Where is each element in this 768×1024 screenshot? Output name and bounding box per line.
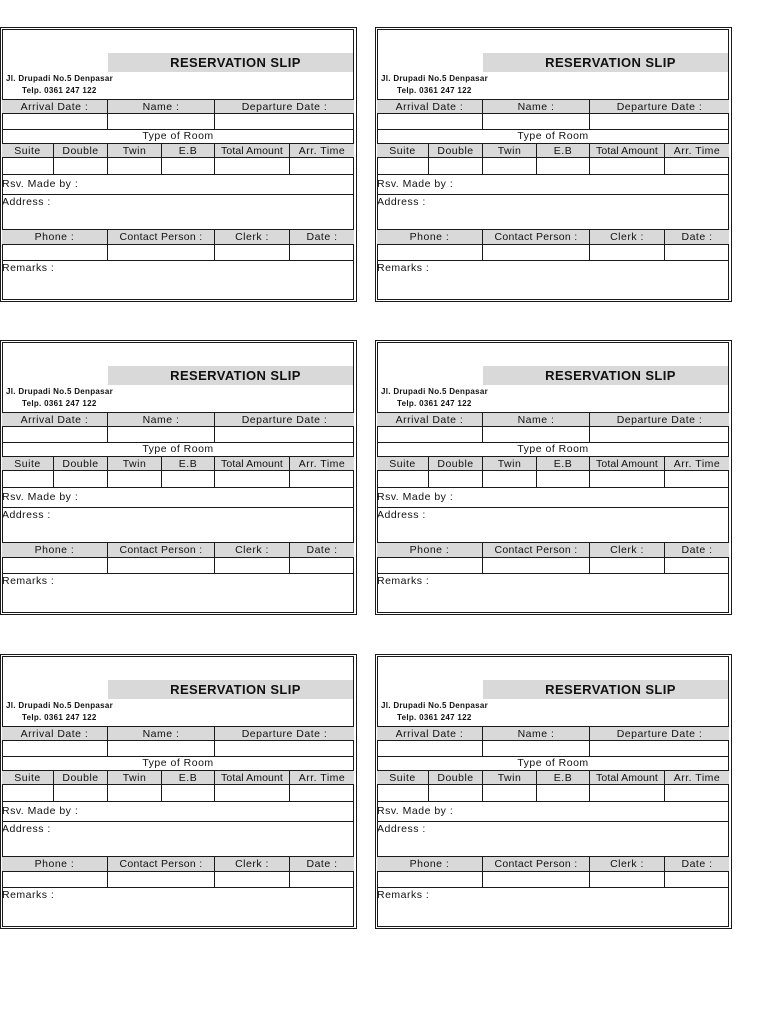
arrival-date-field xyxy=(377,114,483,129)
hotel-address: Jl. Drupadi No.5 Denpasar xyxy=(6,701,114,710)
clerk-header: Clerk : xyxy=(215,230,290,244)
suite-header: Suite xyxy=(377,771,429,784)
departure-date-header: Departure Date : xyxy=(616,413,703,426)
clerk-field xyxy=(215,245,290,260)
hotel-phone: Telp. 0361 247 122 xyxy=(22,399,97,408)
guest-header-row xyxy=(377,726,729,740)
slip-title: RESERVATION SLIP xyxy=(108,366,353,385)
slip-title: RESERVATION SLIP xyxy=(108,53,353,72)
departure-date-header: Departure Date : xyxy=(241,100,328,113)
room-type-caption: Type of Room xyxy=(517,130,589,142)
room-header-row xyxy=(377,456,729,470)
address-row xyxy=(377,507,729,542)
clerk-field xyxy=(215,872,290,887)
arr-time-header: Arr. Time xyxy=(673,144,721,157)
arrival-date-field xyxy=(377,427,483,442)
arrival-date-field xyxy=(2,114,108,129)
date-field xyxy=(665,245,729,260)
date-header: Date : xyxy=(306,231,338,243)
room-field-row xyxy=(2,157,354,174)
eb-field xyxy=(537,158,590,174)
departure-date-field xyxy=(590,114,729,129)
date-header: Date : xyxy=(681,858,713,870)
date-field xyxy=(290,245,354,260)
phone-header: Phone : xyxy=(377,543,483,557)
name-field xyxy=(108,114,215,129)
hotel-address: Jl. Drupadi No.5 Denpasar xyxy=(381,387,489,396)
address-label: Address : xyxy=(2,509,51,521)
twin-header: Twin xyxy=(108,457,162,470)
room-field-row xyxy=(377,157,729,174)
double-field xyxy=(429,471,483,487)
total-amount-header: Total Amount xyxy=(590,457,665,470)
double-field xyxy=(429,158,483,174)
name-field xyxy=(483,114,590,129)
slip-title: RESERVATION SLIP xyxy=(108,680,353,699)
double-field xyxy=(54,785,108,801)
phone-field xyxy=(2,245,108,260)
contact-header-row xyxy=(377,856,729,871)
double-header: Double xyxy=(429,771,483,784)
reserved-by-label: Rsv. Made by : xyxy=(377,178,454,190)
twin-field xyxy=(108,158,162,174)
address-label: Address : xyxy=(377,509,426,521)
suite-field xyxy=(2,158,54,174)
arr-time-header: Arr. Time xyxy=(298,144,346,157)
reserved-by-row xyxy=(377,487,729,507)
phone-header: Phone : xyxy=(2,857,108,871)
room-header-row xyxy=(377,770,729,784)
arrival-date-header: Arrival Date : xyxy=(377,413,483,426)
departure-date-field xyxy=(215,427,354,442)
suite-header: Suite xyxy=(2,144,54,157)
suite-field xyxy=(2,471,54,487)
arrival-date-header: Arrival Date : xyxy=(377,100,483,113)
room-type-caption-row xyxy=(377,442,729,456)
address-row xyxy=(2,507,354,542)
reserved-by-label: Rsv. Made by : xyxy=(2,178,79,190)
twin-field xyxy=(483,158,537,174)
total-amount-header: Total Amount xyxy=(215,457,290,470)
double-header: Double xyxy=(54,771,108,784)
room-type-caption-row xyxy=(377,756,729,770)
departure-date-header: Departure Date : xyxy=(241,727,328,740)
address-label: Address : xyxy=(2,823,51,835)
total-amount-header: Total Amount xyxy=(590,144,665,157)
arr-time-header: Arr. Time xyxy=(673,457,721,470)
eb-field xyxy=(537,785,590,801)
contact-person-field xyxy=(483,558,590,573)
total-amount-field xyxy=(590,158,665,174)
name-header: Name : xyxy=(483,727,590,740)
phone-field xyxy=(2,872,108,887)
name-field xyxy=(108,427,215,442)
remarks-label: Remarks : xyxy=(2,575,55,587)
reserved-by-row xyxy=(377,174,729,194)
reserved-by-row xyxy=(377,801,729,821)
contact-person-header: Contact Person : xyxy=(483,857,590,871)
arr-time-field xyxy=(290,785,354,801)
reservation-slip xyxy=(0,27,357,302)
suite-header: Suite xyxy=(377,144,429,157)
name-header: Name : xyxy=(108,727,215,740)
arrival-date-field xyxy=(2,427,108,442)
clerk-field xyxy=(590,872,665,887)
twin-field xyxy=(108,785,162,801)
phone-header: Phone : xyxy=(2,230,108,244)
departure-date-field xyxy=(590,741,729,756)
date-header: Date : xyxy=(681,231,713,243)
name-field xyxy=(483,427,590,442)
arrival-date-field xyxy=(377,741,483,756)
clerk-field xyxy=(590,558,665,573)
remarks-row xyxy=(377,260,729,299)
arrival-date-header: Arrival Date : xyxy=(2,727,108,740)
remarks-row xyxy=(2,260,354,299)
arr-time-header: Arr. Time xyxy=(298,771,346,784)
contact-field-row xyxy=(377,557,729,573)
eb-header: E.B xyxy=(537,771,590,784)
double-field xyxy=(54,471,108,487)
total-amount-field xyxy=(215,158,290,174)
reservation-slip xyxy=(0,654,357,929)
reserved-by-label: Rsv. Made by : xyxy=(2,805,79,817)
twin-header: Twin xyxy=(108,771,162,784)
contact-header-row xyxy=(2,856,354,871)
clerk-header: Clerk : xyxy=(590,857,665,871)
contact-field-row xyxy=(2,871,354,887)
twin-field xyxy=(483,471,537,487)
hotel-address: Jl. Drupadi No.5 Denpasar xyxy=(6,74,114,83)
departure-date-header: Departure Date : xyxy=(241,413,328,426)
guest-field-row xyxy=(2,740,354,756)
remarks-label: Remarks : xyxy=(377,889,430,901)
date-field xyxy=(665,558,729,573)
departure-date-header: Departure Date : xyxy=(616,727,703,740)
arrival-date-field xyxy=(2,741,108,756)
date-field xyxy=(290,872,354,887)
hotel-phone: Telp. 0361 247 122 xyxy=(22,86,97,95)
contact-header-row xyxy=(377,542,729,557)
contact-person-field xyxy=(108,872,215,887)
total-amount-field xyxy=(215,471,290,487)
phone-field xyxy=(377,245,483,260)
departure-date-field xyxy=(215,741,354,756)
eb-header: E.B xyxy=(537,144,590,157)
arr-time-field xyxy=(665,471,729,487)
contact-field-row xyxy=(2,244,354,260)
twin-header: Twin xyxy=(108,144,162,157)
clerk-header: Clerk : xyxy=(590,230,665,244)
clerk-header: Clerk : xyxy=(590,543,665,557)
slip-title: RESERVATION SLIP xyxy=(483,680,728,699)
contact-field-row xyxy=(2,557,354,573)
arr-time-header: Arr. Time xyxy=(673,771,721,784)
double-header: Double xyxy=(54,144,108,157)
suite-header: Suite xyxy=(2,771,54,784)
address-row xyxy=(2,821,354,856)
hotel-address: Jl. Drupadi No.5 Denpasar xyxy=(381,74,489,83)
suite-header: Suite xyxy=(2,457,54,470)
contact-field-row xyxy=(377,871,729,887)
suite-field xyxy=(377,471,429,487)
twin-field xyxy=(483,785,537,801)
hotel-address: Jl. Drupadi No.5 Denpasar xyxy=(381,701,489,710)
name-header: Name : xyxy=(108,100,215,113)
reserved-by-label: Rsv. Made by : xyxy=(2,491,79,503)
date-field xyxy=(665,872,729,887)
arr-time-field xyxy=(665,785,729,801)
guest-header-row xyxy=(2,412,354,426)
reserved-by-label: Rsv. Made by : xyxy=(377,491,454,503)
contact-header-row xyxy=(377,229,729,244)
room-type-caption: Type of Room xyxy=(142,443,214,455)
double-header: Double xyxy=(429,144,483,157)
date-field xyxy=(290,558,354,573)
reservation-slip xyxy=(0,340,357,615)
room-type-caption-row xyxy=(377,129,729,143)
address-label: Address : xyxy=(377,823,426,835)
phone-field xyxy=(377,872,483,887)
guest-header-row xyxy=(2,99,354,113)
slip-title: RESERVATION SLIP xyxy=(483,366,728,385)
name-field xyxy=(108,741,215,756)
name-header: Name : xyxy=(483,100,590,113)
room-type-caption: Type of Room xyxy=(517,757,589,769)
contact-person-field xyxy=(483,245,590,260)
room-type-caption-row xyxy=(2,442,354,456)
reserved-by-row xyxy=(2,487,354,507)
twin-header: Twin xyxy=(483,144,537,157)
reservation-slip xyxy=(375,654,732,929)
total-amount-header: Total Amount xyxy=(215,144,290,157)
clerk-field xyxy=(590,245,665,260)
contact-field-row xyxy=(377,244,729,260)
name-field xyxy=(483,741,590,756)
total-amount-header: Total Amount xyxy=(590,771,665,784)
remarks-row xyxy=(2,573,354,612)
contact-person-field xyxy=(108,245,215,260)
suite-header: Suite xyxy=(377,457,429,470)
guest-header-row xyxy=(377,412,729,426)
arr-time-header: Arr. Time xyxy=(298,457,346,470)
guest-header-row xyxy=(2,726,354,740)
total-amount-field xyxy=(590,471,665,487)
slip-title: RESERVATION SLIP xyxy=(483,53,728,72)
twin-header: Twin xyxy=(483,457,537,470)
remarks-label: Remarks : xyxy=(2,889,55,901)
double-header: Double xyxy=(429,457,483,470)
eb-header: E.B xyxy=(162,457,215,470)
contact-person-field xyxy=(483,872,590,887)
date-header: Date : xyxy=(306,858,338,870)
double-field xyxy=(429,785,483,801)
hotel-address: Jl. Drupadi No.5 Denpasar xyxy=(6,387,114,396)
suite-field xyxy=(2,785,54,801)
reserved-by-label: Rsv. Made by : xyxy=(377,805,454,817)
room-type-caption-row xyxy=(2,756,354,770)
phone-field xyxy=(377,558,483,573)
phone-header: Phone : xyxy=(377,230,483,244)
room-field-row xyxy=(2,470,354,487)
address-label: Address : xyxy=(377,196,426,208)
double-field xyxy=(54,158,108,174)
clerk-field xyxy=(215,558,290,573)
hotel-phone: Telp. 0361 247 122 xyxy=(397,713,472,722)
contact-person-field xyxy=(108,558,215,573)
phone-header: Phone : xyxy=(377,857,483,871)
phone-header: Phone : xyxy=(2,543,108,557)
room-header-row xyxy=(2,143,354,157)
name-header: Name : xyxy=(108,413,215,426)
eb-field xyxy=(162,471,215,487)
reservation-slip xyxy=(375,27,732,302)
total-amount-field xyxy=(590,785,665,801)
arr-time-field xyxy=(665,158,729,174)
address-row xyxy=(377,821,729,856)
contact-person-header: Contact Person : xyxy=(108,230,215,244)
remarks-row xyxy=(377,573,729,612)
address-row xyxy=(377,194,729,229)
double-header: Double xyxy=(54,457,108,470)
arr-time-field xyxy=(290,158,354,174)
departure-date-field xyxy=(590,427,729,442)
remarks-row xyxy=(2,887,354,926)
room-type-caption: Type of Room xyxy=(142,130,214,142)
address-row xyxy=(2,194,354,229)
reservation-slip xyxy=(375,340,732,615)
remarks-label: Remarks : xyxy=(2,262,55,274)
eb-header: E.B xyxy=(537,457,590,470)
guest-field-row xyxy=(377,740,729,756)
contact-person-header: Contact Person : xyxy=(108,543,215,557)
room-field-row xyxy=(2,784,354,801)
room-type-caption: Type of Room xyxy=(517,443,589,455)
total-amount-header: Total Amount xyxy=(215,771,290,784)
hotel-phone: Telp. 0361 247 122 xyxy=(22,713,97,722)
guest-field-row xyxy=(377,426,729,442)
reserved-by-row xyxy=(2,174,354,194)
hotel-phone: Telp. 0361 247 122 xyxy=(397,86,472,95)
arrival-date-header: Arrival Date : xyxy=(2,413,108,426)
phone-field xyxy=(2,558,108,573)
eb-header: E.B xyxy=(162,144,215,157)
twin-header: Twin xyxy=(483,771,537,784)
contact-header-row xyxy=(2,229,354,244)
suite-field xyxy=(377,785,429,801)
arr-time-field xyxy=(290,471,354,487)
room-header-row xyxy=(2,770,354,784)
guest-field-row xyxy=(377,113,729,129)
total-amount-field xyxy=(215,785,290,801)
contact-person-header: Contact Person : xyxy=(483,230,590,244)
twin-field xyxy=(108,471,162,487)
remarks-label: Remarks : xyxy=(377,262,430,274)
eb-field xyxy=(162,158,215,174)
room-field-row xyxy=(377,470,729,487)
guest-field-row xyxy=(2,426,354,442)
departure-date-header: Departure Date : xyxy=(616,100,703,113)
arrival-date-header: Arrival Date : xyxy=(2,100,108,113)
room-header-row xyxy=(377,143,729,157)
hotel-phone: Telp. 0361 247 122 xyxy=(397,399,472,408)
room-type-caption: Type of Room xyxy=(142,757,214,769)
clerk-header: Clerk : xyxy=(215,857,290,871)
address-label: Address : xyxy=(2,196,51,208)
date-header: Date : xyxy=(681,544,713,556)
guest-header-row xyxy=(377,99,729,113)
remarks-row xyxy=(377,887,729,926)
contact-person-header: Contact Person : xyxy=(108,857,215,871)
room-type-caption-row xyxy=(2,129,354,143)
eb-field xyxy=(537,471,590,487)
reserved-by-row xyxy=(2,801,354,821)
eb-field xyxy=(162,785,215,801)
clerk-header: Clerk : xyxy=(215,543,290,557)
guest-field-row xyxy=(2,113,354,129)
contact-person-header: Contact Person : xyxy=(483,543,590,557)
room-field-row xyxy=(377,784,729,801)
room-header-row xyxy=(2,456,354,470)
name-header: Name : xyxy=(483,413,590,426)
remarks-label: Remarks : xyxy=(377,575,430,587)
date-header: Date : xyxy=(306,544,338,556)
suite-field xyxy=(377,158,429,174)
eb-header: E.B xyxy=(162,771,215,784)
departure-date-field xyxy=(215,114,354,129)
contact-header-row xyxy=(2,542,354,557)
arrival-date-header: Arrival Date : xyxy=(377,727,483,740)
